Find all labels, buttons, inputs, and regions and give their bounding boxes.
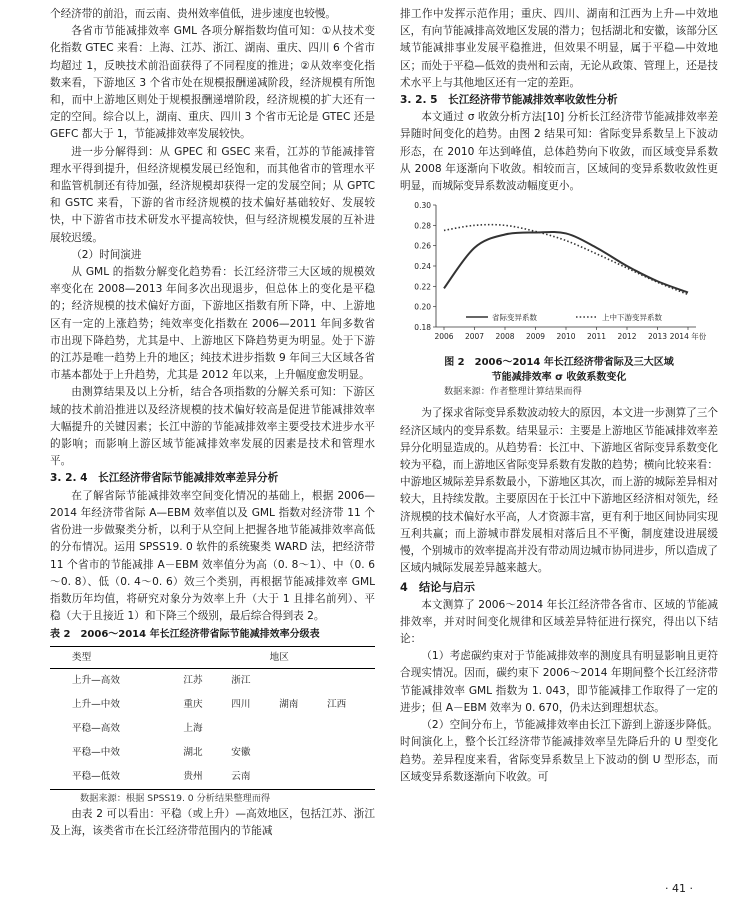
paragraph: 排工作中发挥示范作用；重庆、四川、湖南和江西为上升—中效地区，有向节能减排高效地区发展的潜力；包括湖北和安徽，该部分区域节能减排事业发展平稳推进，但效果不明显，属于平稳—中效地区；而处于平稳—低效的贵州和云南，无论从政策、管理上，还是技术水平上与其他地区还有一定的差距。 — [400, 8, 718, 89]
table-header-region: 地区 — [183, 646, 375, 668]
left-column — [50, 6, 375, 840]
table-cell-region: 贵州 — [183, 765, 231, 790]
table-header-type: 类型 — [50, 646, 183, 668]
figure-caption — [400, 355, 718, 385]
table-cell-region: 重庆 — [183, 698, 203, 710]
paragraph: 从 GML 的指数分解变化趋势看：长江经济带三大区域的规模效率变化在 2008—2013 年间多次出现退步，但总体上的变化是平稳的；经济规模的技术偏好方面，下游地区指数有所下降，中、上游地区有一定的上涨趋势；纯效率变化指数在 2006—2011 年间多数省市出现下降趋势，尤其是中、上游地区下降趋势更为明显。处于下游的江苏是唯一趋势上升的地区；纯技术进步指数 9 年间三大区域各省市基本都处于上升趋势，尤其是 2012 年以来，上升幅度愈发明显。 — [50, 266, 375, 382]
table-cell-region — [327, 765, 375, 790]
table-cell-region — [279, 668, 327, 693]
table-title: 表 2 2006～2014 年长江经济带省际节能减排效率分级表 — [50, 629, 320, 641]
table-cell-type: 平稳—中效 — [72, 746, 120, 758]
legend-label: 省际变异系数 — [492, 313, 537, 323]
paragraph: 个经济带的前沿，而云南、贵州效率值低，进步速度也较慢。 — [50, 8, 337, 20]
figure-2 — [400, 199, 718, 399]
table-row — [50, 741, 375, 765]
paragraph: 在了解省际节能减排效率空间变化情况的基础上，根据 2006—2014 年经济带省际 A—EBM 效率值以及 GML 指数对经济带 11 个省份进一步做聚类分析，以利于从空间上把握各地节能减排效率高低的分布情况。运用 SPSS19. 0 软件的系统聚类 WARD 法，把经济带 11 个省市的节能减排 A－EBM 效率值分为高（0. 8～1）、中（0. 6～0. 8）、低（0. 4～0. 6）效三个类别，再根据节能减排效率 GML 指数历年均值，将研究对象分为效率上升（大于 1 且排名前列）、平稳（大于且接近 1）和下降三个级别，最后综合得到表 2。 — [50, 489, 375, 623]
table-row — [50, 765, 375, 790]
table-cell-region: 江西 — [327, 698, 347, 710]
table-cell-region — [327, 668, 375, 693]
x-tick-label: 2007 — [464, 332, 485, 342]
x-tick-label: 2008 — [495, 332, 515, 342]
sigma-convergence-chart — [400, 199, 718, 349]
table-row — [50, 693, 375, 717]
table-cell-region — [327, 717, 375, 741]
table-cell-type: 平稳—高效 — [72, 722, 120, 734]
subheading: （2）时间演进 — [71, 248, 142, 261]
table-cell-region: 江苏 — [183, 674, 203, 686]
x-tick-label: 2014 年份 — [669, 332, 707, 342]
x-tick-label: 2012 — [617, 332, 637, 342]
page-number: · 41 · — [665, 882, 693, 895]
section-heading: 3. 2. 4 长江经济带省际节能减排效率差异分析 — [50, 472, 279, 485]
table-cell-region: 上海 — [183, 722, 203, 734]
y-tick-label: 0.18 — [414, 323, 431, 333]
table-cell-type: 上升—中效 — [72, 698, 120, 710]
paragraph: 由测算结果及以上分析，结合各项指数的分解关系可知：下游区域的技术前沿推进以及经济规模的技术偏好较高是促进节能减排效率大幅提升的关键因素；长江中游的节能减排效率主要受技术进步水平的影响；而影响上游区域节能减排效率发展的因素是技术和管理水平。 — [50, 386, 375, 468]
table-cell-region — [279, 765, 327, 790]
grade-table — [50, 646, 375, 790]
paragraph: 由表 2 可以看出：平稳（或上升）—高效地区，包括江苏、浙江及上海，该类省市在长江经济带范围内的节能减 — [50, 807, 375, 837]
y-tick-label: 0.20 — [414, 302, 431, 312]
table-row — [50, 668, 375, 693]
section-heading: 4 结论与启示 — [400, 581, 475, 595]
table-cell-region: 湖南 — [279, 698, 299, 710]
y-tick-label: 0.22 — [414, 282, 431, 292]
table-cell-region — [279, 717, 327, 741]
x-tick-label: 2010 — [556, 332, 576, 342]
table-note: 数据来源：根据 SPSS19. 0 分析结果整理而得 — [80, 792, 271, 804]
y-tick-label: 0.28 — [414, 221, 431, 231]
figure-caption-line-2: 节能减排效率 σ 收敛系数变化 — [491, 372, 627, 384]
paragraph: 为了探求省际变异系数波动较大的原因，本文进一步测算了三个经济区域内的变异系数。结果显示：主要是上游地区节能减排效率差异分化明显造成的。从趋势看：长江中、下游地区省际变异系数变化较为平稳，而上游地区省际变异系数有发散的趋势；横向比较来看：中游地区城际差异系数最小，下游地区其次，而上游的城际差异相对较大，且持续发散。主要原因在于长江中下游地区经济相对领先，经济规模的技术偏好水平高，人才资源丰富，更有利于地区间协同实现互利共赢；而上游城市群发展相对落后且不平衡，制度建设进展缓慢，个别城市的效率提高并没有带动周边城市协同进步，所以造成了区域内城际发展差异越来越大。 — [400, 407, 718, 575]
table-cell-type: 平稳—低效 — [50, 765, 183, 790]
figure-caption-line-1: 图 2 2006～2014 年长江经济带省际及三大区域 — [444, 357, 674, 369]
right-column — [400, 6, 718, 786]
series-line-2 — [444, 225, 688, 295]
table-cell-type: 上升—高效 — [72, 674, 120, 686]
paragraph: （2）空间分布上，节能减排效率由长江下游到上游逐步降低。时间演化上，整个长江经济带节能减排效率呈先降后升的 U 型变化趋势。差异程度来看，省际变异系数呈上下波动的倒 U 型形态，而区域变异系数逐渐向下收敛。可 — [400, 719, 718, 783]
legend-label: 上中下游变异系数 — [602, 313, 662, 323]
table-cell-region: 云南 — [231, 765, 279, 790]
paragraph: 进一步分解得到：从 GPEC 和 GSEC 来看，江苏的节能减排管理水平得到提升，但经济规模发展已经饱和，而其他省市的管理水平和监管机制还有待加强，经济规模却获得一定的发展空间；从 GPTC 和 GSTC 来看，下游的省市经济规模的技术偏好基础较好、发展较快，中下游省市技术研发水平提高较快，但与经济规模发展的互补进展较迟缓。 — [50, 145, 375, 244]
table-row — [50, 717, 375, 741]
paragraph: 本文测算了 2006～2014 年长江经济带各省市、区域的节能减排效率，并对时间变化规律和区域差异特征进行探究，得出以下结论： — [400, 598, 718, 646]
y-tick-label: 0.24 — [414, 262, 431, 272]
table-cell-region — [279, 741, 327, 765]
table-cell-region: 浙江 — [231, 674, 251, 686]
table-cell-region — [231, 717, 279, 741]
series-line-1 — [444, 232, 688, 292]
paragraph: 各省市节能减排效率 GML 各项分解指数均值可知：①从技术变化指数 GTEC 来看：上海、江苏、浙江、湖南、重庆、四川 6 个省市均超过 1，反映技术前沿面获得了不同程度的推进；②从效率变化指数来看，下游地区 3 个省市处在规模报酬递减阶段，经济规模有所饱和，而中上游地区则处于规模报酬递增阶段，经济规模的扩大还有一定的空间。综合以上，湖南、重庆、四川 3 个省市无论是 GTEC 还是 GEFC 都大于 1，节能减排效率发展较快。 — [50, 25, 375, 141]
section-heading: 3. 2. 5 长江经济带节能减排效率收敛性分析 — [400, 94, 618, 107]
x-tick-label: 2009 — [525, 332, 546, 342]
x-tick-label: 2013 — [647, 332, 668, 342]
x-tick-label: 2006 — [434, 332, 454, 342]
paragraph: （1）考虑碳约束对于节能减排效率的测度具有明显影响且更符合现实情况。因而，碳约束下 2006～2014 年期间整个长江经济带节能减排效率 GML 指数为 1. 043，即节能减排工作取得了一定的进步；但 A－EBM 效率为 0. 670，仍未达到理想状态。 — [400, 650, 718, 714]
table-cell-region: 湖北 — [183, 746, 203, 758]
x-tick-label: 2011 — [586, 332, 607, 342]
table-cell-region — [327, 741, 375, 765]
paragraph: 本文通过 σ 收敛分析方法[10] 分析长江经济带节能减排效率差异随时间变化的趋势。由图 2 结果可知：省际变异系数呈上下波动形态，在 2010 年达到峰值，总体趋势向下收敛，而区域变异系数从 2008 年逐渐向下收敛。相较而言，区域间的变异系数收敛性更明显，而城际变异系数波动幅度更小。 — [400, 111, 718, 193]
y-tick-label: 0.30 — [414, 201, 431, 211]
figure-note: 数据来源：作者整理计算结果而得 — [444, 386, 582, 398]
table-cell-region: 安徽 — [231, 746, 251, 758]
y-tick-label: 0.26 — [414, 241, 431, 251]
table-cell-region: 四川 — [231, 698, 251, 710]
